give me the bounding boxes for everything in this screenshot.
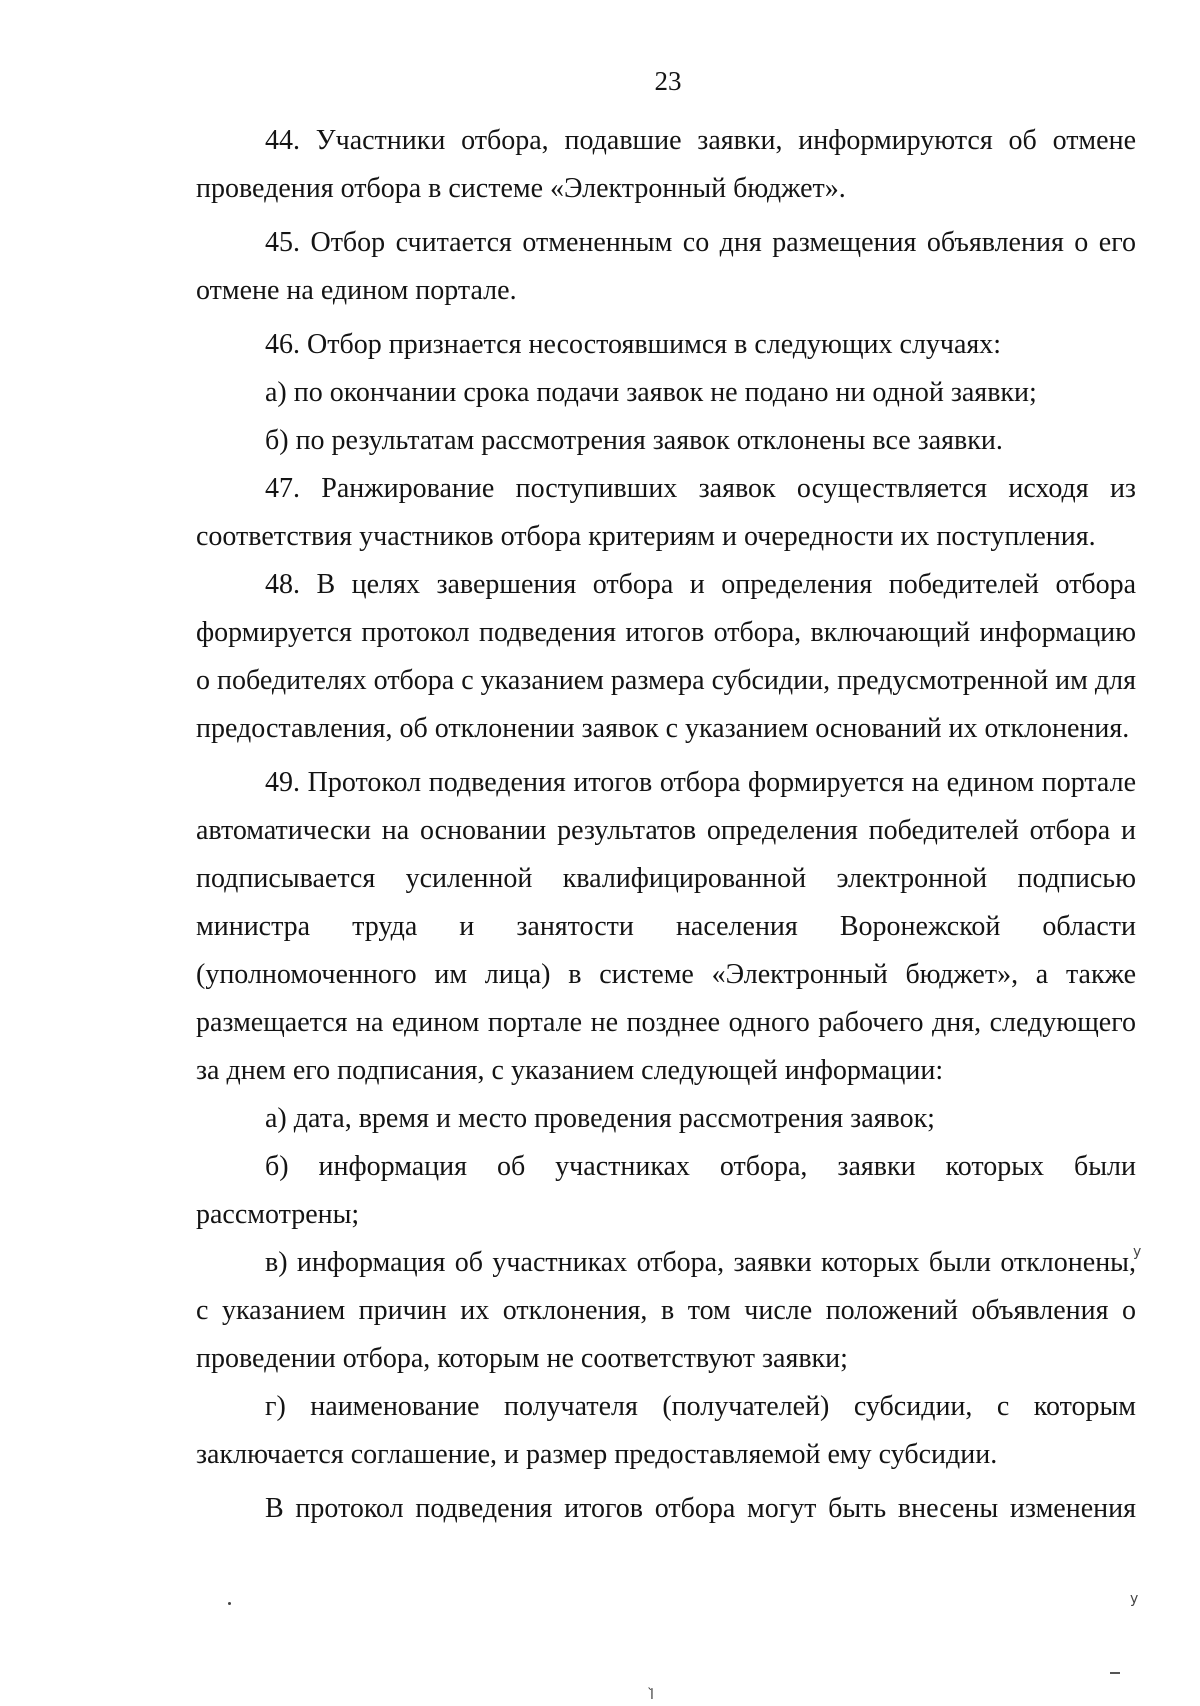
list-item-49g: г) наименование получателя (получателей) субсидии, с которым заключается соглашение, и размер предоставляемой ему субсидии. <box>196 1391 1136 1470</box>
list-item-49a: а) дата, время и место проведения рассмотрения заявок; <box>265 1103 935 1134</box>
scan-speck: ӏ̀ <box>650 1687 654 1703</box>
paragraph-45: 45. Отбор считается отмененным со дня размещения объявления о его отмене на едином портале. <box>196 227 1136 306</box>
list-item-46a: а) по окончании срока подачи заявок не подано ни одной заявки; <box>265 377 1037 408</box>
scan-speck <box>228 1602 231 1605</box>
scan-speck: у <box>1130 1591 1139 1607</box>
paragraph-46: 46. Отбор признается несостоявшимся в следующих случаях: <box>265 329 1002 360</box>
page-number: 23 <box>654 66 682 96</box>
paragraph-49: 49. Протокол подведения итогов отбора формируется на едином портале автоматически на основании результатов определения победителей отбора и подписывается усиленной квалифицированной электронной подписью министра труда и занятости населения Воронежской области (уполномоченного им лица) в системе «Электронный бюджет», а также размещается на едином портале не позднее одного рабочего дня, следующего за днем его подписания, с указанием следующей информации: <box>196 767 1136 1086</box>
scan-speck <box>1110 1672 1120 1674</box>
scan-speck: у <box>1133 1244 1142 1260</box>
paragraph-48: 48. В целях завершения отбора и определения победителей отбора формируется протокол подведения итогов отбора, включающий информацию о победителях отбора с указанием размера субсидии, предусмотренной им для предоставления, об отклонении заявок с указанием оснований их отклонения. <box>196 569 1136 744</box>
document-body <box>196 117 1136 1533</box>
paragraph-protocol-changes: В протокол подведения итогов отбора могут быть внесены изменения <box>265 1493 1136 1524</box>
paragraph-44: 44. Участники отбора, подавшие заявки, информируются об отмене проведения отбора в системе «Электронный бюджет». <box>196 125 1136 204</box>
list-item-49b: б) информация об участниках отбора, заявки которых были рассмотрены; <box>196 1151 1136 1230</box>
list-item-46b: б) по результатам рассмотрения заявок отклонены все заявки. <box>265 425 1003 456</box>
paragraph-47: 47. Ранжирование поступивших заявок осуществляется исходя из соответствия участников отбора критериям и очередности их поступления. <box>196 473 1136 552</box>
list-item-49v: в) информация об участниках отбора, заявки которых были отклонены, с указанием причин их отклонения, в том числе положений объявления о проведении отбора, которым не соответствуют заявки; <box>196 1247 1136 1374</box>
